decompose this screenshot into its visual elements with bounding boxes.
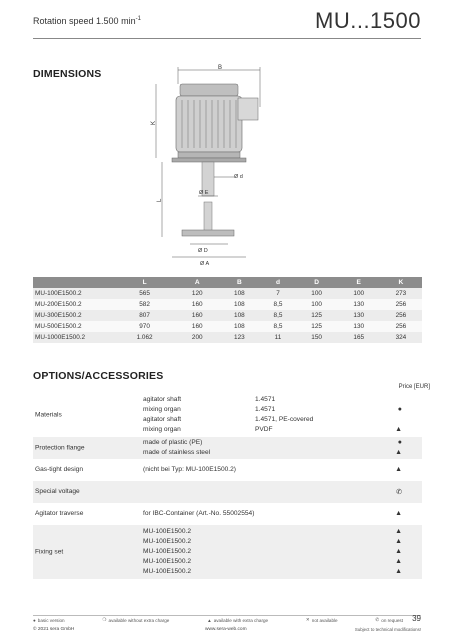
table-row [33, 321, 422, 332]
cell: 150 [296, 332, 338, 343]
opt-label: made of plastic (PE) [143, 439, 203, 446]
cell: 100 [338, 288, 380, 299]
opt-label: MU-100E1500.2 [143, 548, 192, 555]
pump-drawing [150, 62, 270, 272]
opt-label: agitator shaft [143, 416, 182, 423]
cell: 125 [296, 310, 338, 321]
website-link[interactable]: www.sera-web.com [205, 627, 247, 632]
table-row [33, 299, 422, 310]
cell: MU-300E1500.2 [33, 310, 113, 321]
legend-item [207, 617, 268, 623]
on-request-icon: ✆ [396, 489, 402, 496]
dimensions-table [33, 277, 422, 343]
extra-charge-icon: ▲ [207, 617, 212, 623]
model-title: MU...1500 [315, 8, 421, 33]
special-voltage-name: Special voltage [35, 488, 80, 495]
extra-charge-icon: ▲ [395, 449, 402, 456]
col-a: A [176, 277, 218, 288]
table-row [33, 332, 422, 343]
label-a: Ø A [200, 261, 210, 267]
footer-divider [33, 615, 421, 616]
opt-label: MU-100E1500.2 [143, 568, 192, 575]
page-number: 39 [412, 614, 421, 623]
options-list [33, 393, 422, 579]
extra-charge-icon: ▲ [395, 568, 402, 575]
opt-label: mixing organ [143, 426, 181, 433]
col-dd: D [296, 277, 338, 288]
gastight-row [33, 459, 422, 481]
cell: 125 [296, 321, 338, 332]
cell: 165 [338, 332, 380, 343]
cell: 160 [176, 310, 218, 321]
cell: 130 [338, 321, 380, 332]
extra-charge-icon: ▲ [395, 528, 402, 535]
gastight-note: (nicht bei Typ: MU-100E1500.2) [143, 466, 236, 473]
opt-value: PVDF [255, 426, 273, 433]
cell: 256 [380, 310, 422, 321]
cell: 108 [218, 288, 260, 299]
cell: 565 [113, 288, 176, 299]
basic-version-icon: ● [397, 439, 402, 446]
header-rotation-speed: Rotation speed 1.500 $\min^{-1}$ [33, 16, 141, 26]
cell: MU-200E1500.2 [33, 299, 113, 310]
traverse-note: for IBC-Container (Art.-No. 55002554) [143, 510, 255, 517]
list-item [143, 547, 422, 557]
extra-charge-icon: ▲ [395, 548, 402, 555]
special-voltage-row [33, 481, 422, 503]
opt-label: mixing organ [143, 406, 181, 413]
opt-value: 1.4571 [255, 396, 276, 403]
list-item [143, 527, 422, 537]
col-d: d [260, 277, 295, 288]
cell: 256 [380, 299, 422, 310]
table-header-row [33, 277, 422, 288]
cell: 108 [218, 321, 260, 332]
opt-value: 1.4571 [255, 406, 276, 413]
legend-text: on request [381, 617, 403, 623]
extra-charge-icon: ▲ [395, 510, 402, 517]
label-l: L [157, 198, 163, 202]
legend-item [102, 617, 169, 623]
cell: 200 [176, 332, 218, 343]
cell: 7 [260, 288, 295, 299]
disclaimer: Subject to technical modifications! [354, 627, 421, 632]
cell: 120 [176, 288, 218, 299]
legend-text: available with extra charge [213, 617, 269, 623]
opt-label: made of stainless steel [143, 449, 211, 456]
cell: 970 [113, 321, 176, 332]
table-row [33, 310, 422, 321]
col-k: K [380, 277, 422, 288]
no-charge-icon: ❍ [102, 617, 107, 622]
fixing-group [33, 525, 422, 579]
table-row [33, 288, 422, 299]
list-item [143, 425, 422, 435]
cell: MU-500E1500.2 [33, 321, 113, 332]
cell: 8,5 [260, 299, 295, 310]
cell: 11 [260, 332, 295, 343]
list-item [143, 415, 422, 425]
list-item [143, 537, 422, 547]
cell: 256 [380, 321, 422, 332]
cell: 807 [113, 310, 176, 321]
traverse-name: Agitator traverse [35, 510, 84, 517]
cell: 130 [338, 310, 380, 321]
list-item [143, 395, 422, 405]
label-e: Ø E [199, 190, 209, 196]
cell: 160 [176, 299, 218, 310]
legend-item [306, 617, 338, 623]
on-request-icon: ✆ [375, 617, 380, 622]
materials-group [33, 393, 422, 437]
gastight-name: Gas-tight design [35, 466, 84, 473]
protection-name: Protection flange [35, 444, 85, 452]
legend-text: not available [311, 617, 338, 623]
cell: 100 [296, 288, 338, 299]
legend-item [375, 617, 403, 623]
extra-charge-icon: ▲ [395, 558, 402, 565]
list-item [143, 405, 422, 415]
cell: 324 [380, 332, 422, 343]
legend-item [33, 617, 65, 623]
col-e: E [338, 277, 380, 288]
fixing-name: Fixing set [35, 548, 64, 556]
options-title: OPTIONS/ACCESSORIES [33, 370, 164, 382]
cell: 123 [218, 332, 260, 343]
materials-name: Materials [35, 411, 62, 419]
cell: 1.062 [113, 332, 176, 343]
opt-label: MU-100E1500.2 [143, 528, 192, 535]
label-d: Ø d [234, 174, 243, 180]
extra-charge-icon: ▲ [395, 426, 402, 433]
legend-text: available without extra charge [108, 617, 170, 623]
extra-charge-icon: ▲ [395, 538, 402, 545]
traverse-row [33, 503, 422, 525]
header-divider [33, 38, 421, 39]
dimensions-title: DIMENSIONS [33, 68, 102, 80]
col-l: L [113, 277, 176, 288]
cell: 160 [176, 321, 218, 332]
cell: 108 [218, 299, 260, 310]
cell: 100 [296, 299, 338, 310]
not-available-icon: ✕ [305, 617, 310, 622]
opt-label: MU-100E1500.2 [143, 558, 192, 565]
opt-label: MU-100E1500.2 [143, 538, 192, 545]
list-item [143, 557, 422, 567]
col-b: B [218, 277, 260, 288]
col-model [33, 277, 113, 288]
cell: 8,5 [260, 310, 295, 321]
opt-label: agitator shaft [143, 396, 182, 403]
extra-charge-icon: ▲ [395, 466, 402, 473]
protection-group [33, 437, 422, 459]
cell: 108 [218, 310, 260, 321]
label-dd: Ø D [198, 248, 208, 254]
cell: 273 [380, 288, 422, 299]
label-b: B [218, 65, 223, 71]
price-label: Price [EUR] [398, 384, 430, 390]
list-item [143, 567, 422, 577]
cell: 582 [113, 299, 176, 310]
label-k: K [151, 120, 157, 125]
cell: MU-100E1500.2 [33, 288, 113, 299]
list-item [143, 448, 422, 458]
cell: 8,5 [260, 321, 295, 332]
cell: MU-1000E1500.2 [33, 332, 113, 343]
opt-value: 1.4571, PE-covered [255, 416, 314, 423]
legend-text: basic version [37, 617, 65, 623]
basic-version-icon: ● [397, 406, 402, 413]
basic-version-icon: ● [33, 617, 36, 623]
list-item [143, 438, 422, 448]
copyright: © 2021 sera GmbH [33, 627, 75, 632]
cell: 130 [338, 299, 380, 310]
legend [33, 617, 403, 623]
